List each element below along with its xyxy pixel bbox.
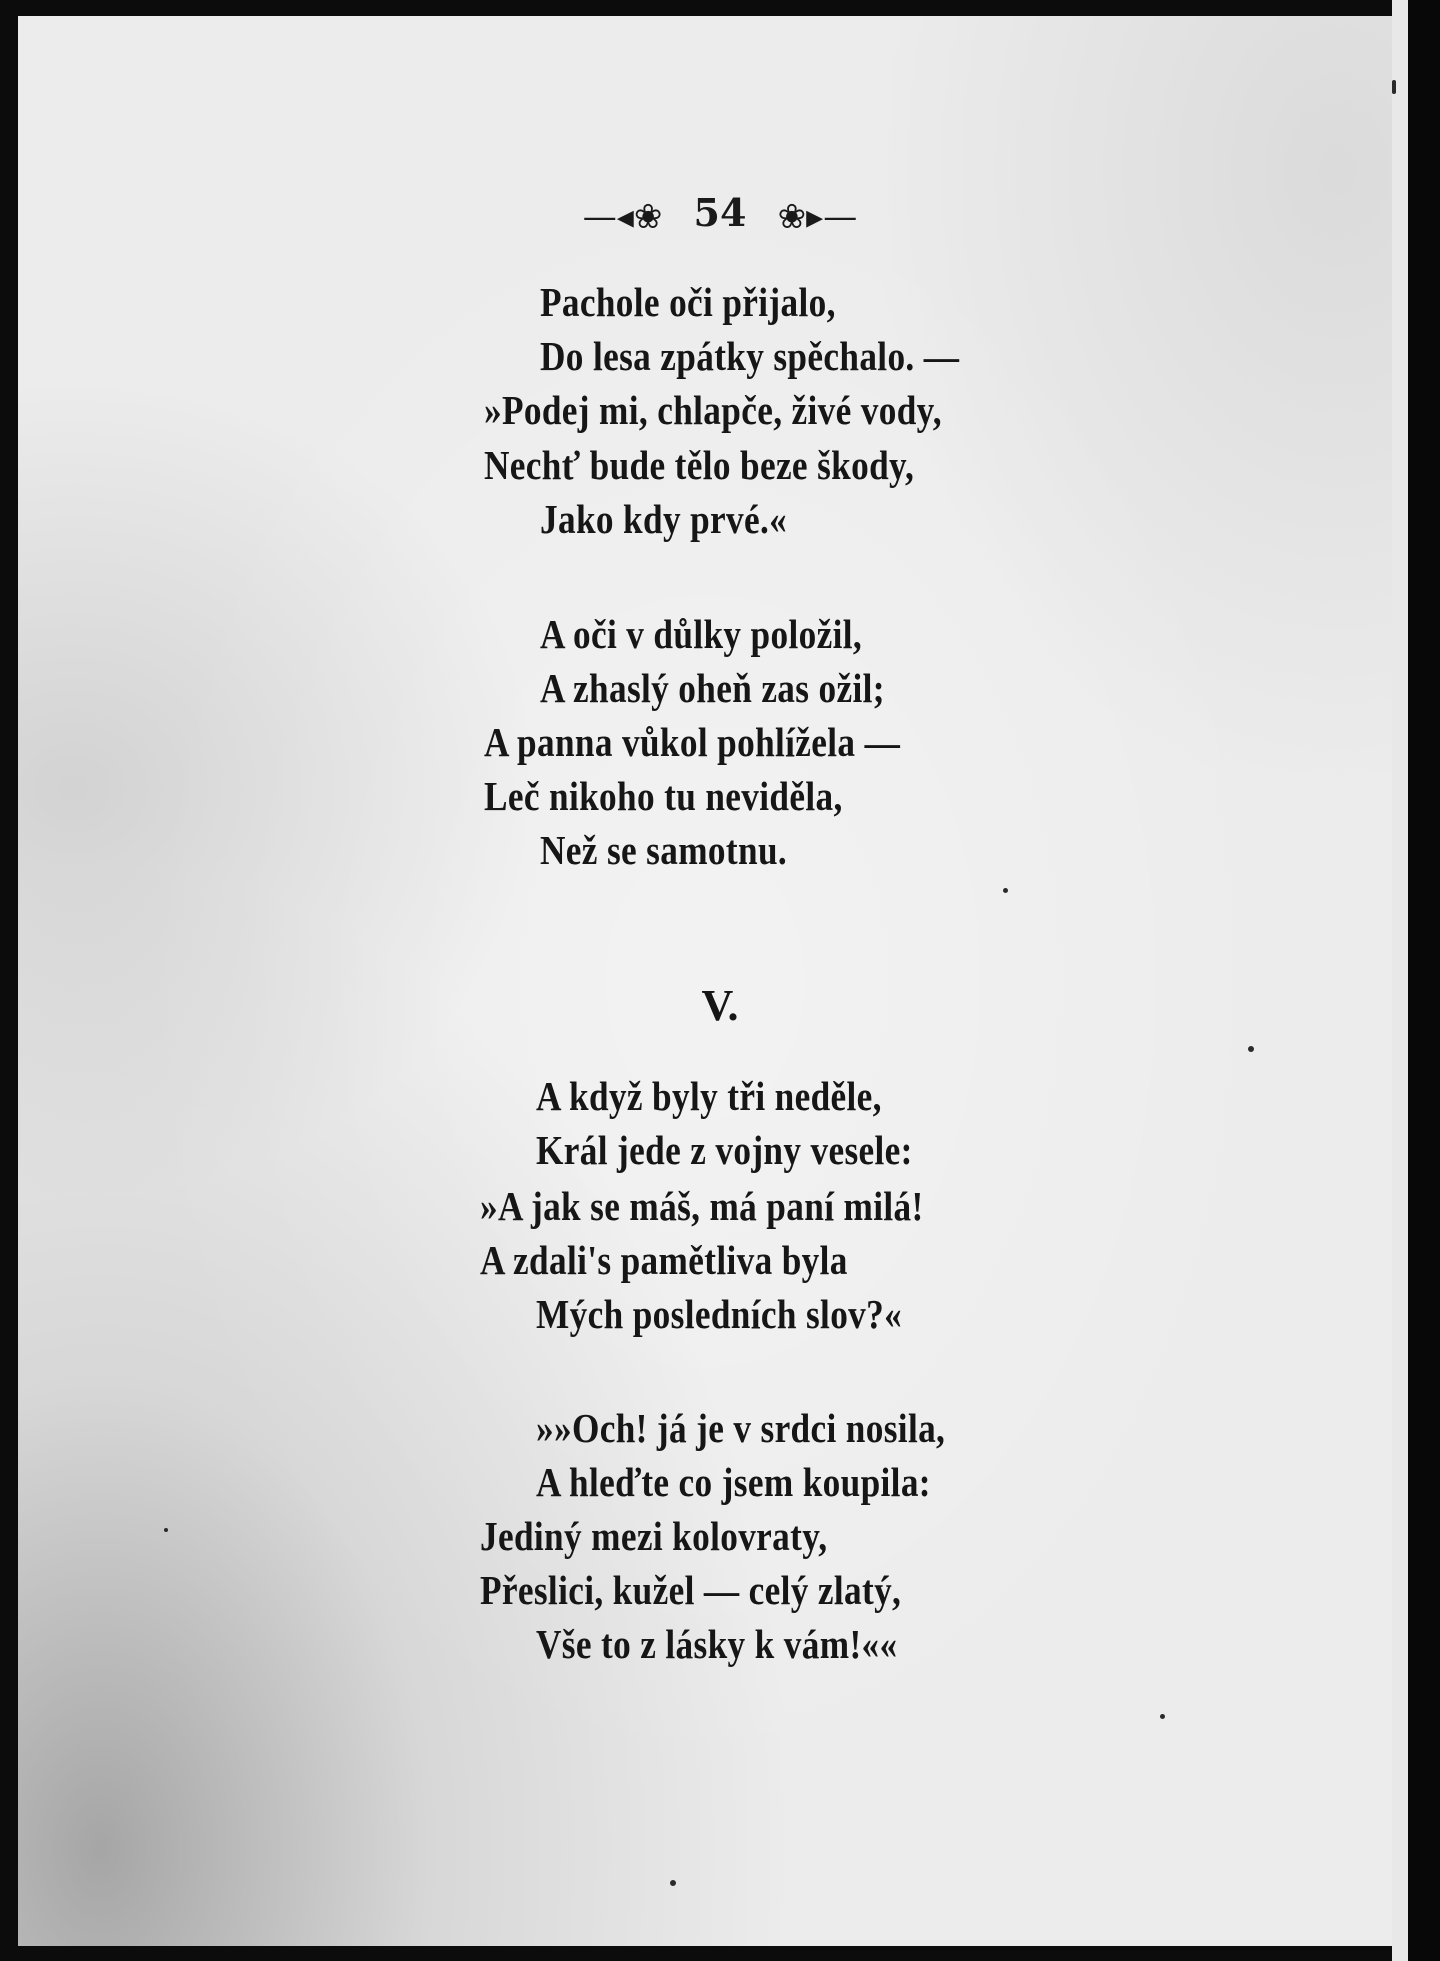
verse-line: A panna vůkol pohlížela — — [484, 719, 901, 765]
verse-line: Než se samotnu. — [540, 827, 788, 873]
verse-line: Mých posledních slov?« — [536, 1291, 903, 1337]
verse-line: A zhaslý oheň zas ožil; — [540, 665, 885, 711]
right-ornament-icon: ❀▸— — [777, 196, 858, 237]
verse-line: A hleďte co jsem koupila: — [536, 1459, 931, 1505]
verse-line: Král jede z vojny vesele: — [536, 1127, 913, 1173]
verse-line: Jako kdy prvé.« — [540, 496, 788, 542]
verse-line: Nechť bude tělo beze škody, — [484, 442, 915, 488]
verse-line: »Podej mi, chlapče, živé vody, — [484, 387, 942, 433]
scan-speck — [1003, 888, 1008, 893]
verse-line: Do lesa zpátky spěchalo. — — [540, 333, 960, 379]
left-ornament-icon: —◂❀ — [582, 196, 663, 237]
verse-line: »»Och! já je v srdci nosila, — [536, 1405, 946, 1451]
page-number: 54 — [693, 190, 747, 235]
scan-speck — [670, 1880, 676, 1886]
verse-line: Pachole oči přijalo, — [540, 279, 836, 325]
verse-line: Leč nikoho tu neviděla, — [484, 773, 843, 819]
scan-speck — [164, 1528, 168, 1532]
scan-speck — [1392, 80, 1396, 94]
verse-line: Jediný mezi kolovraty, — [480, 1513, 828, 1559]
scan-speck — [1248, 1046, 1254, 1052]
verse-line: A když byly tři neděle, — [536, 1073, 882, 1119]
verse-line: A oči v důlky položil, — [540, 611, 863, 657]
verse-line: A zdali's pamětliva byla — [480, 1237, 848, 1283]
verse-line: Přeslici, kužel — celý zlatý, — [480, 1567, 902, 1613]
section-heading: V. — [701, 981, 739, 1030]
verse-line: »A jak se máš, má paní milá! — [480, 1183, 924, 1229]
verse-line: Vše to z lásky k vám!«« — [536, 1621, 898, 1667]
page-header — [0, 190, 1440, 237]
scan-speck — [1160, 1714, 1165, 1719]
